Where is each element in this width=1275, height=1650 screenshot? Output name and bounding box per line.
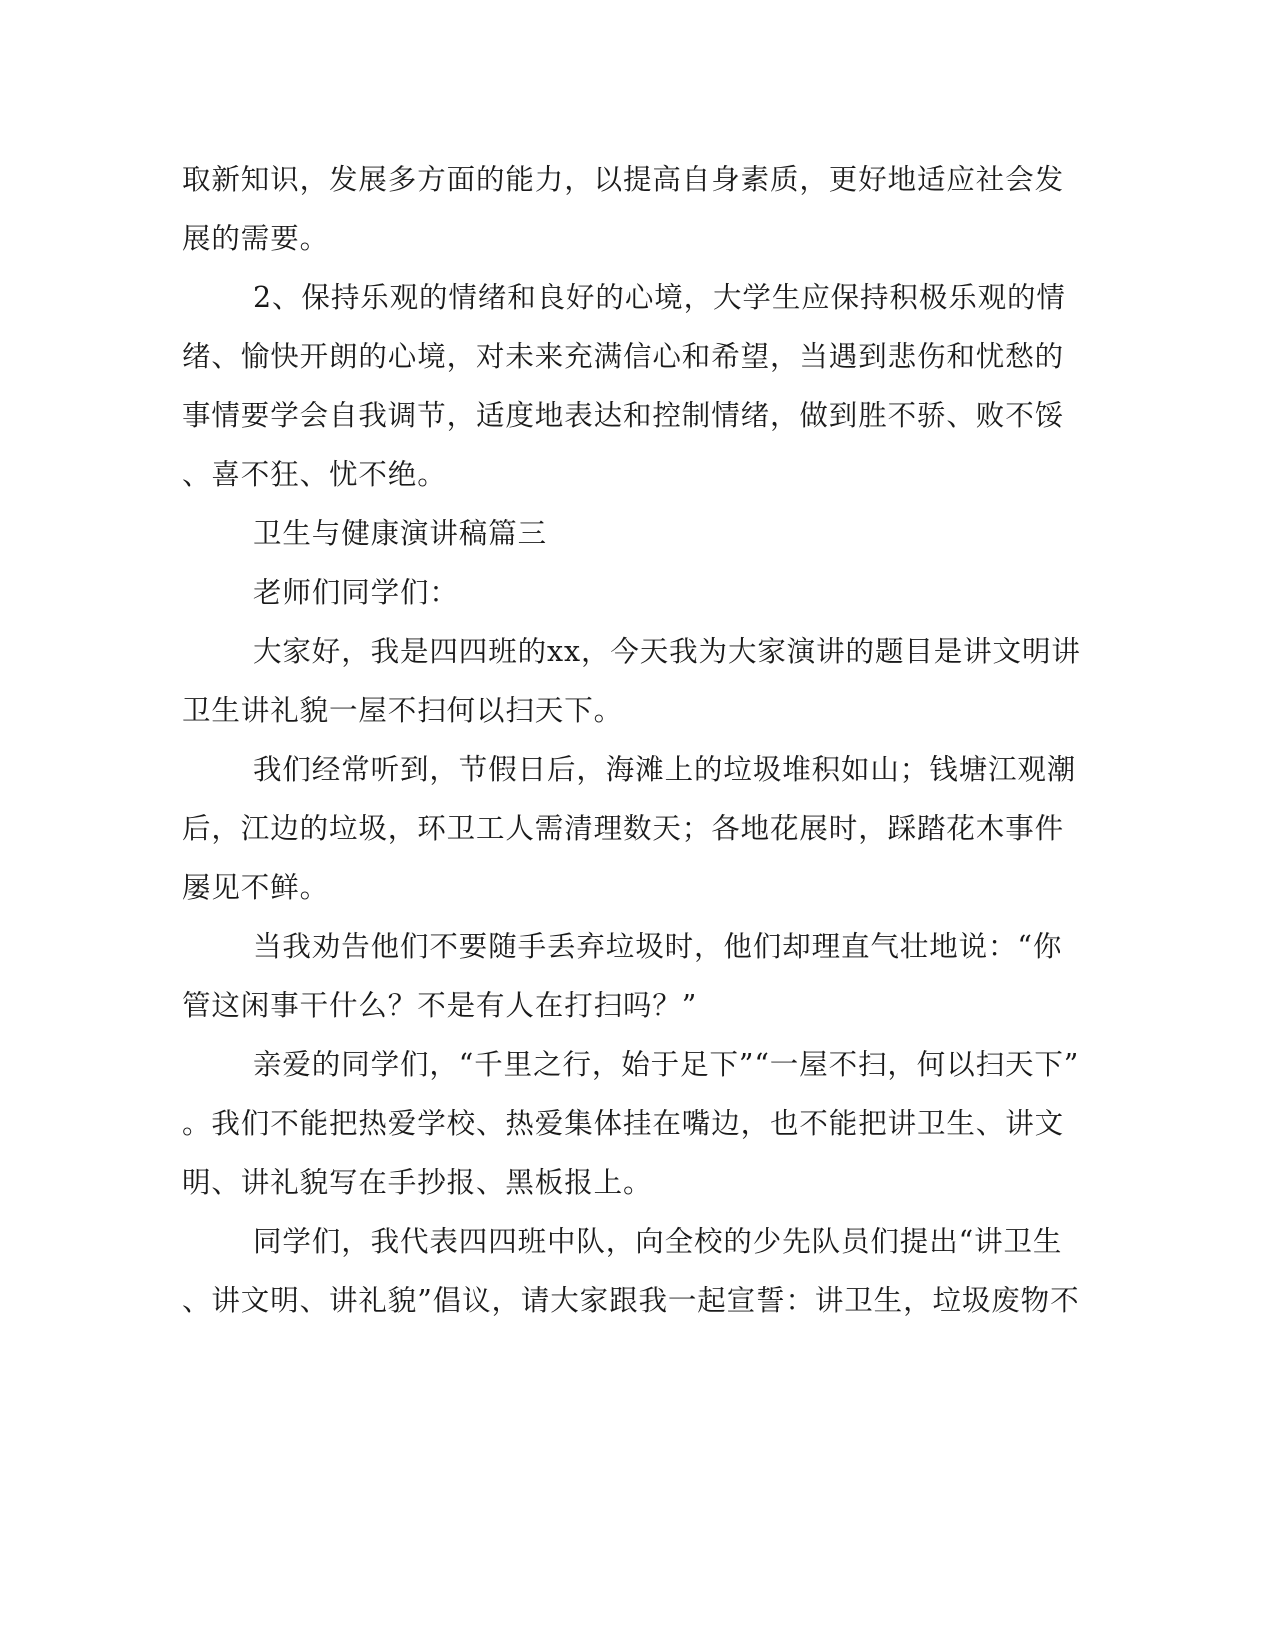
salutation: 老师们同学们： [253, 576, 459, 609]
text-line: 展的需要。 [182, 222, 330, 255]
text-line: 亲爱的同学们，“千里之行，始于足下”“一屋不扫，何以扫天下” [253, 1048, 1080, 1081]
text-line: 、讲文明、讲礼貌”倡议，请大家跟我一起宣誓：讲卫生，垃圾废物不 [182, 1284, 1080, 1317]
text-line: 屡见不鲜。 [182, 871, 330, 904]
text-line: 。我们不能把热爱学校、热爱集体挂在嘴边，也不能把讲卫生、讲文 [182, 1107, 1065, 1140]
text-line: 绪、愉快开朗的心境，对未来充满信心和希望，当遇到悲伤和忧愁的 [182, 340, 1065, 373]
text-line: 卫生讲礼貌一屋不扫何以扫天下。 [182, 694, 624, 727]
text-line: 大家好，我是四四班的xx，今天我为大家演讲的题目是讲文明讲 [253, 635, 1081, 668]
text-line: 明、讲礼貌写在手抄报、黑板报上。 [182, 1166, 653, 1199]
text-line: 当我劝告他们不要随手丢弃垃圾时，他们却理直气壮地说：“你 [253, 930, 1063, 963]
text-line: 管这闲事干什么？不是有人在打扫吗？” [182, 989, 698, 1022]
text-line: 后，江边的垃圾，环卫工人需清理数天；各地花展时，踩踏花木事件 [182, 812, 1065, 845]
text-line: 我们经常听到，节假日后，海滩上的垃圾堆积如山；钱塘江观潮 [253, 753, 1077, 786]
text-line: 同学们，我代表四四班中队，向全校的少先队员们提出“讲卫生 [253, 1225, 1063, 1258]
text-line: 事情要学会自我调节，适度地表达和控制情绪，做到胜不骄、败不馁 [182, 399, 1065, 432]
text-line: 、喜不狂、忧不绝。 [182, 458, 447, 491]
text-line: 2、保持乐观的情绪和良好的心境，大学生应保持积极乐观的情 [253, 281, 1066, 314]
text-line: 取新知识，发展多方面的能力，以提高自身素质，更好地适应社会发 [182, 163, 1065, 196]
section-heading: 卫生与健康演讲稿篇三 [253, 517, 548, 550]
